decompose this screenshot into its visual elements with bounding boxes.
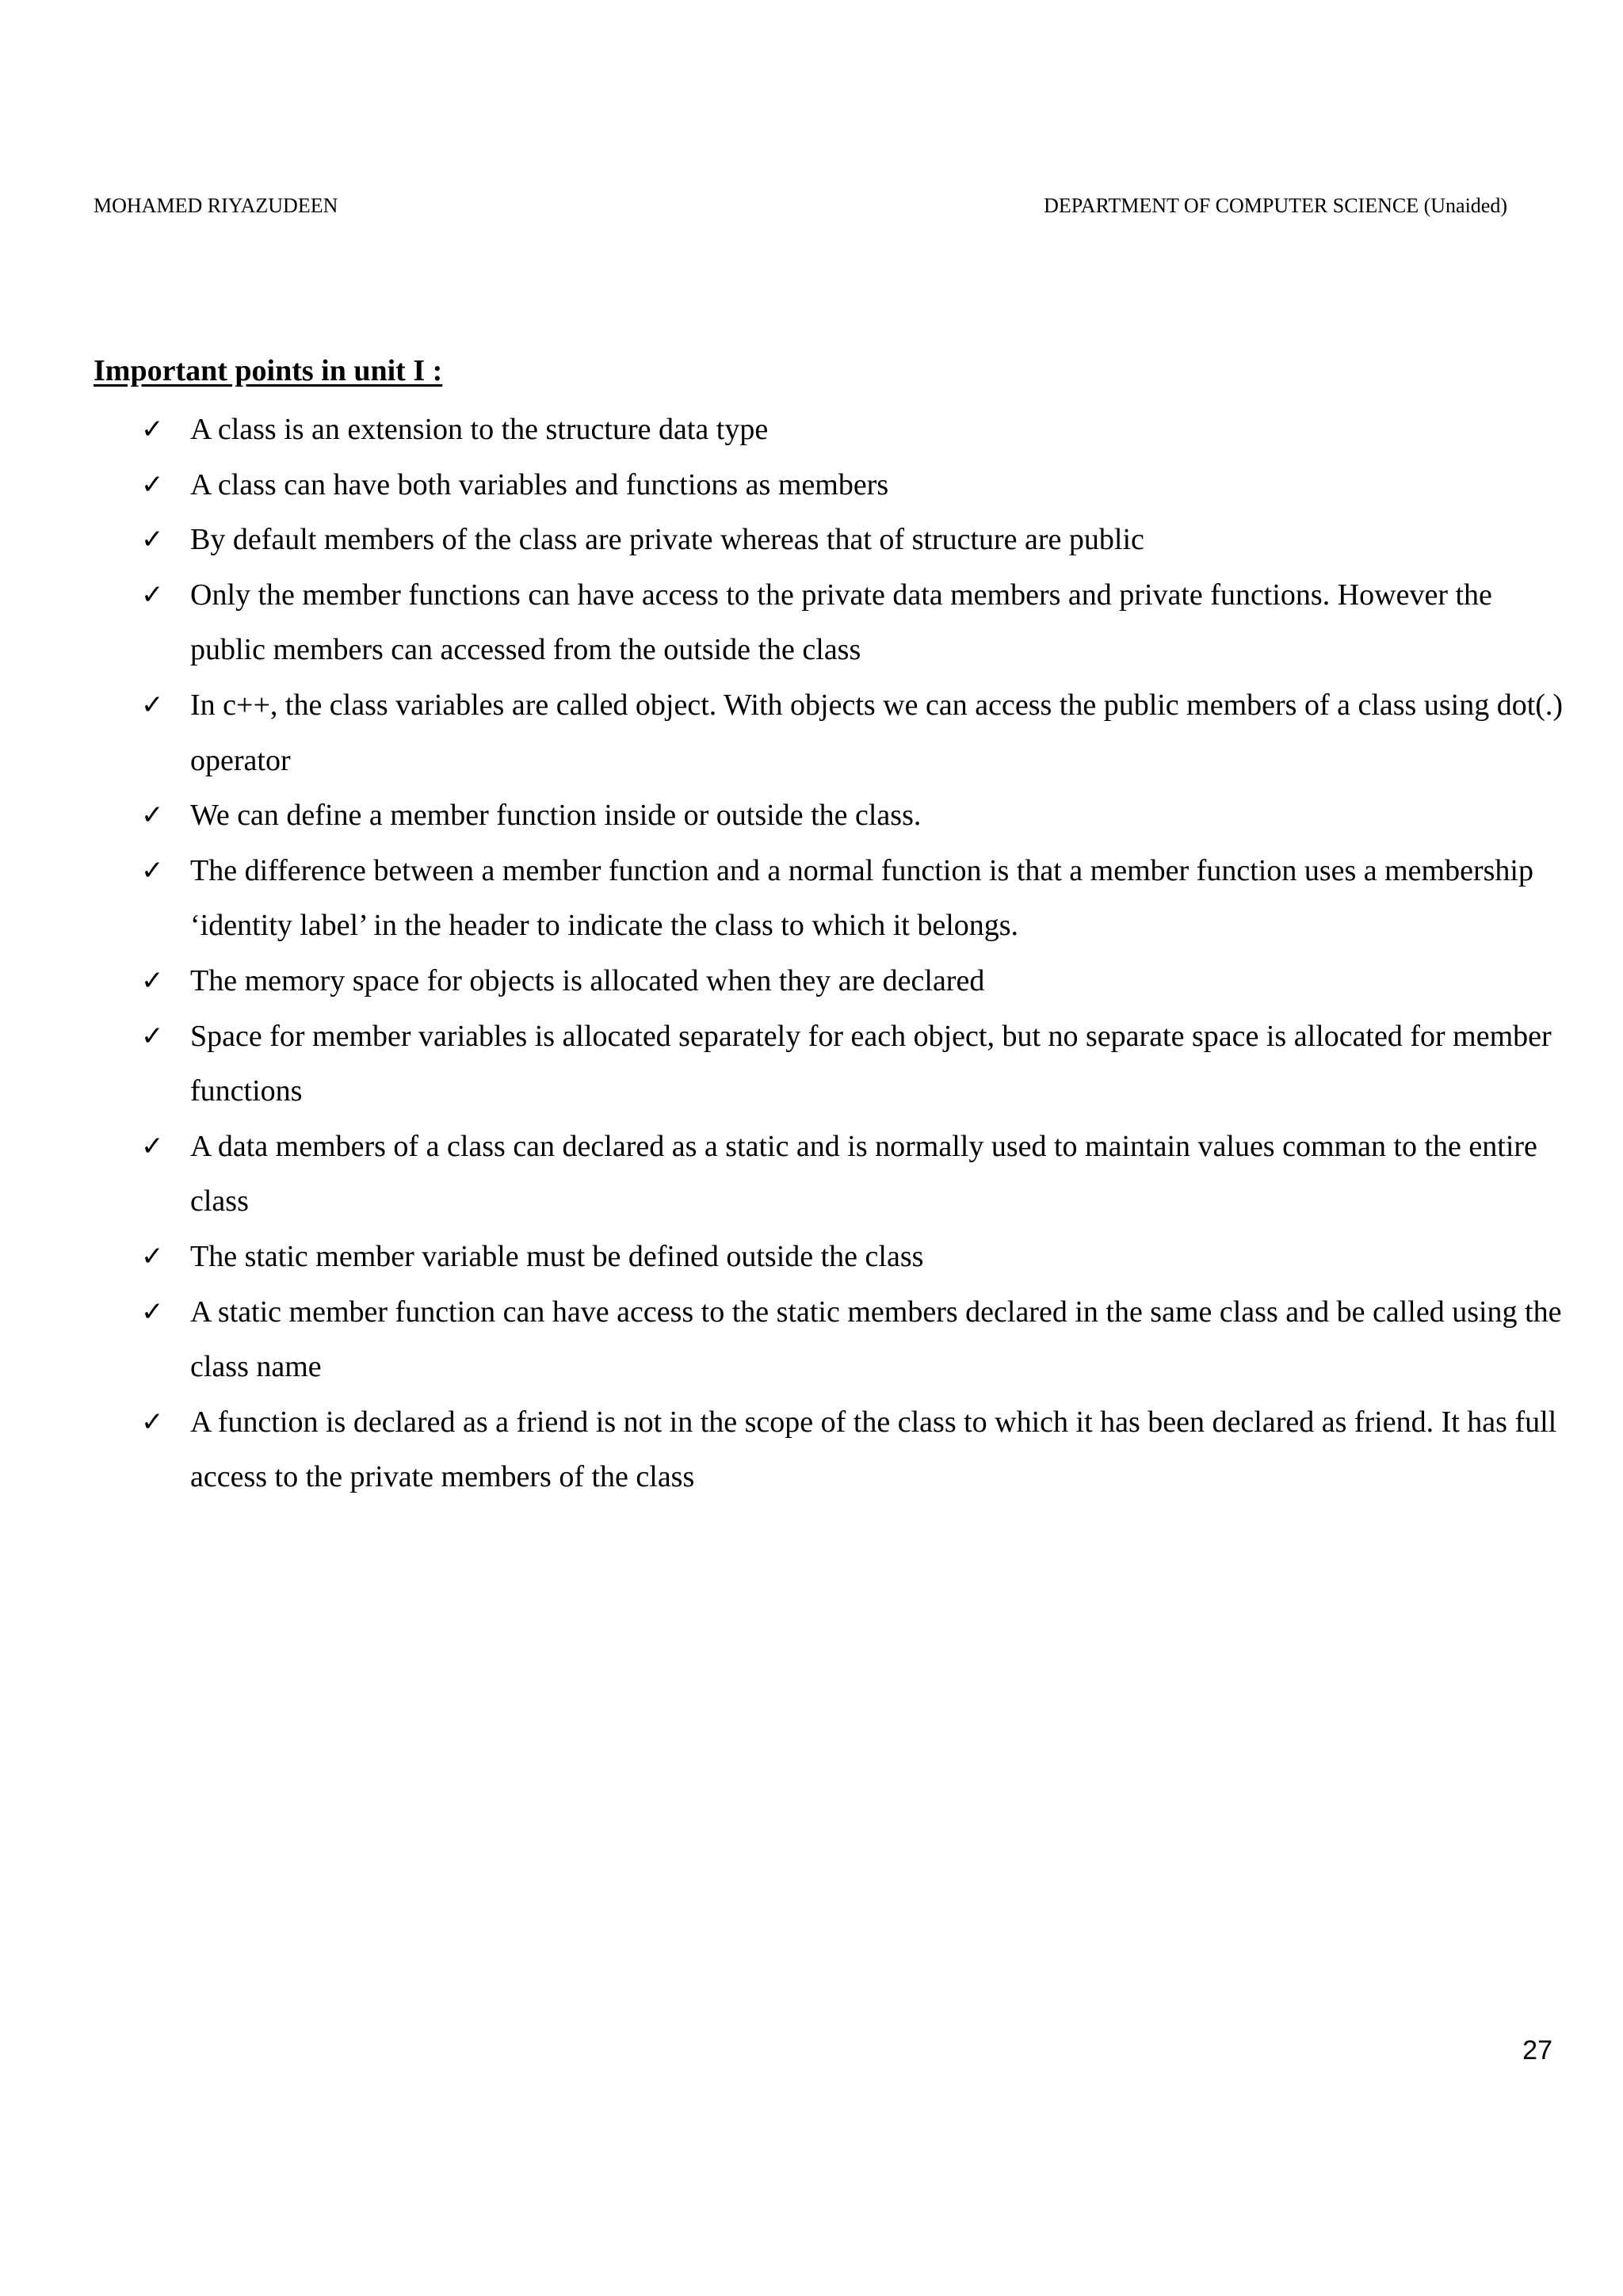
point-text: A class can have both variables and functions as members xyxy=(190,467,889,502)
check-mark-icon: ✓ xyxy=(141,1295,164,1328)
list-item xyxy=(141,568,1568,678)
point-text: Only the member functions can have access to the private data members and private functions. However the public members can accessed from the outside the class xyxy=(190,578,1492,667)
list-item xyxy=(141,513,1568,568)
important-points-list xyxy=(141,402,1568,1505)
list-item xyxy=(141,1285,1568,1395)
list-item xyxy=(141,844,1568,954)
list-item xyxy=(141,458,1568,513)
check-mark-icon: ✓ xyxy=(141,414,164,445)
point-text: A class is an extension to the structure data type xyxy=(190,413,769,446)
check-mark-icon: ✓ xyxy=(141,1020,164,1052)
check-mark-icon: ✓ xyxy=(141,578,164,611)
section-heading: Important points in unit I : xyxy=(94,354,443,387)
list-item xyxy=(141,1230,1568,1285)
check-mark-icon: ✓ xyxy=(141,688,164,721)
list-item xyxy=(141,1119,1568,1230)
check-mark-icon: ✓ xyxy=(141,1405,164,1438)
point-text: A function is declared as a friend is not in the scope of the class to which it has been declared as friend. It has full access to the private members of the class xyxy=(190,1405,1557,1494)
check-mark-icon: ✓ xyxy=(141,468,164,501)
page-number: 27 xyxy=(1522,2035,1552,2065)
point-text: In c++, the class variables are called object. With objects we can access the public members of a class using dot(.) operator xyxy=(190,688,1564,777)
list-item xyxy=(141,678,1568,788)
check-mark-icon: ✓ xyxy=(141,799,164,832)
point-text: The memory space for objects is allocated when they are declared xyxy=(190,963,985,997)
list-item xyxy=(141,788,1568,844)
check-mark-icon: ✓ xyxy=(141,524,164,556)
header-author: MOHAMED RIYAZUDEEN xyxy=(94,194,338,217)
point-text: Space for member variables is allocated separately for each object, but no separate space is allocated for member functions xyxy=(190,1019,1552,1108)
point-text: By default members of the class are private whereas that of structure are public xyxy=(190,523,1144,557)
list-item xyxy=(141,402,1568,458)
check-mark-icon: ✓ xyxy=(141,1130,164,1162)
header-department: DEPARTMENT OF COMPUTER SCIENCE (Unaided) xyxy=(1044,194,1507,217)
list-item xyxy=(141,954,1568,1009)
list-item xyxy=(141,1009,1568,1119)
list-item xyxy=(141,1395,1568,1505)
check-mark-icon: ✓ xyxy=(141,854,164,887)
point-text: A static member function can have access to the static members declared in the same class and be called using the class name xyxy=(190,1295,1562,1384)
point-text: The static member variable must be defined outside the class xyxy=(190,1239,924,1273)
check-mark-icon: ✓ xyxy=(141,964,164,997)
point-text: The difference between a member function and a normal function is that a member function uses a membership ‘identity label’ in the header to indicate the class to which it belongs. xyxy=(190,853,1533,943)
point-text: We can define a member function inside or outside the class. xyxy=(190,799,922,833)
check-mark-icon: ✓ xyxy=(141,1240,164,1272)
point-text: A data members of a class can declared as a static and is normally used to maintain values comman to the entire class xyxy=(190,1129,1537,1219)
